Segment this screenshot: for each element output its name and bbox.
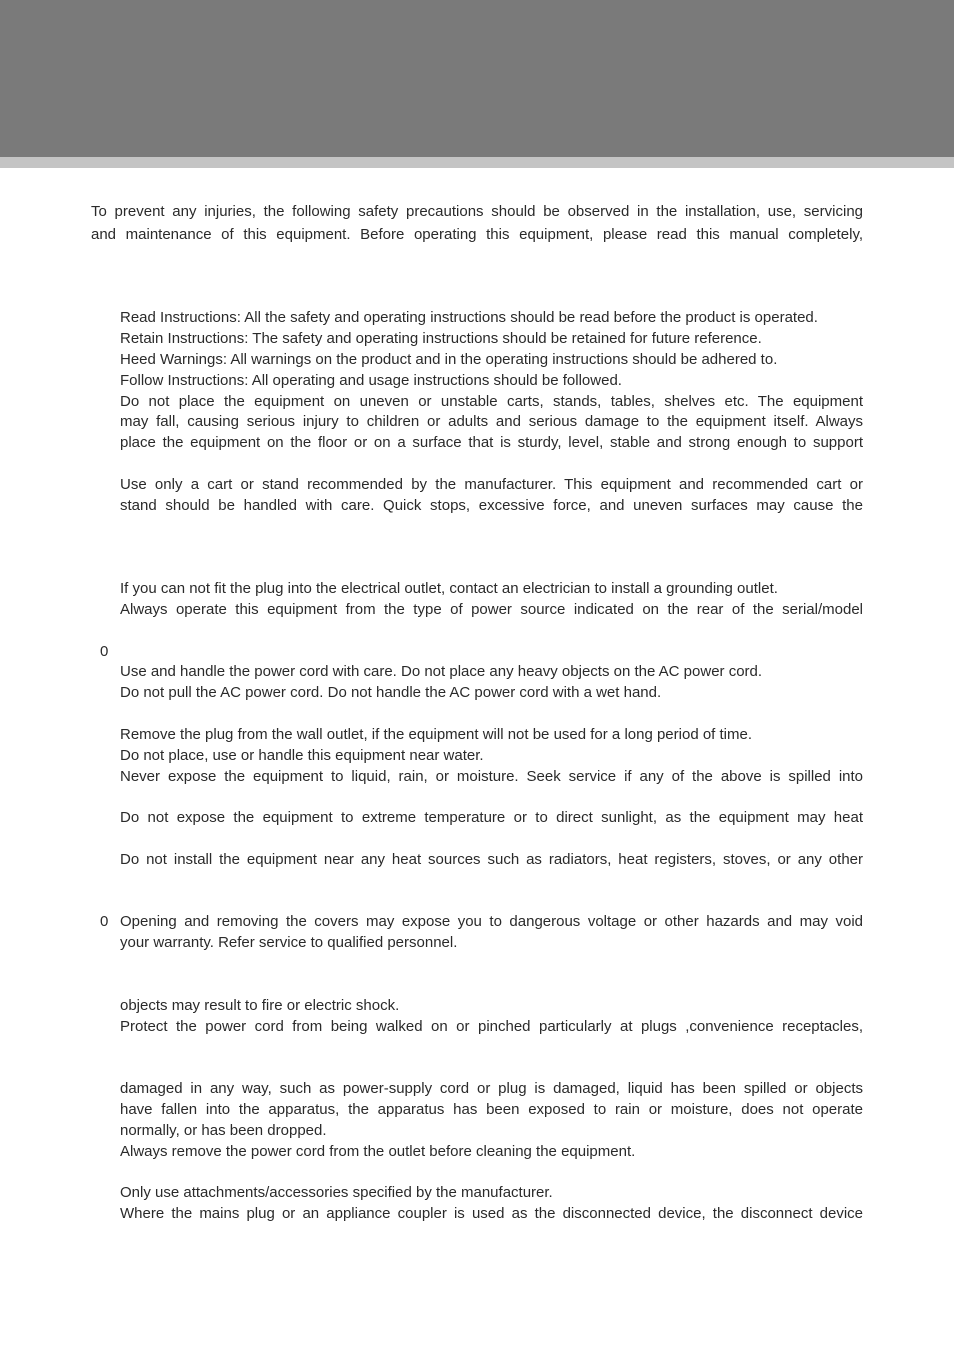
- instruction-line: Never expose the equipment to liquid, rain, or moisture. Seek service if any of the above is spilled into: [120, 768, 863, 785]
- item-number: 0: [100, 913, 109, 930]
- instruction-line: Remove the plug from the wall outlet, if the equipment will not be used for a long period of time.: [120, 726, 753, 743]
- instruction-line: damaged in any way, such as power-supply cord or plug is damaged, liquid has been spilled or objects: [120, 1080, 863, 1097]
- instruction-line: Use only a cart or stand recommended by the manufacturer. This equipment and recommended cart or: [120, 476, 863, 493]
- instruction-line: Do not pull the AC power cord. Do not handle the AC power cord with a wet hand.: [120, 684, 662, 701]
- instruction-line: If you can not fit the plug into the electrical outlet, contact an electrician to install a grounding outlet.: [120, 580, 778, 597]
- instruction-line: Always operate this equipment from the type of power source indicated on the rear of the serial/model: [120, 601, 863, 618]
- intro-line-2: and maintenance of this equipment. Before operating this equipment, please read this manual completely,: [91, 226, 863, 243]
- instruction-line: Opening and removing the covers may expose you to dangerous voltage or other hazards and may void: [120, 913, 863, 930]
- instruction-line: Do not expose the equipment to extreme temperature or to direct sunlight, as the equipment may heat: [120, 809, 863, 826]
- header-band: [0, 0, 954, 157]
- instruction-line: Do not place, use or handle this equipment near water.: [120, 747, 484, 764]
- instruction-line: objects may result to fire or electric shock.: [120, 997, 400, 1014]
- item-number: 0: [100, 643, 109, 660]
- instruction-line: Where the mains plug or an appliance coupler is used as the disconnected device, the disconnect device: [120, 1205, 863, 1222]
- instruction-line: may fall, causing serious injury to children or adults and serious damage to the equipment itself. Always: [120, 413, 863, 430]
- instruction-line: place the equipment on the floor or on a surface that is sturdy, level, stable and strong enough to support: [120, 434, 863, 451]
- instruction-line: Do not install the equipment near any heat sources such as radiators, heat registers, stoves, or any other: [120, 851, 863, 868]
- instruction-line: Read Instructions: All the safety and operating instructions should be read before the product is operated.: [120, 309, 818, 326]
- instruction-line: stand should be handled with care. Quick stops, excessive force, and uneven surfaces may cause the: [120, 497, 863, 514]
- instruction-line: have fallen into the apparatus, the apparatus has been exposed to rain or moisture, does not operate: [120, 1101, 863, 1118]
- instruction-line: Do not place the equipment on uneven or unstable carts, stands, tables, shelves etc. The equipment: [120, 393, 863, 410]
- instruction-line: Follow Instructions: All operating and usage instructions should be followed.: [120, 372, 622, 389]
- instruction-line: Protect the power cord from being walked on or pinched particularly at plugs ,convenience receptacles,: [120, 1018, 863, 1035]
- intro-line-1: To prevent any injuries, the following safety precautions should be observed in the installation, use, servicing: [91, 203, 863, 220]
- instruction-line: Retain Instructions: The safety and operating instructions should be retained for future reference.: [120, 330, 762, 347]
- header-stripe: [0, 157, 954, 168]
- instruction-line: Heed Warnings: All warnings on the product and in the operating instructions should be adhered to.: [120, 351, 778, 368]
- instruction-line: Only use attachments/accessories specified by the manufacturer.: [120, 1184, 553, 1201]
- instruction-line: Always remove the power cord from the outlet before cleaning the equipment.: [120, 1143, 636, 1160]
- instruction-line: Use and handle the power cord with care. Do not place any heavy objects on the AC power cord.: [120, 663, 763, 680]
- instruction-line: your warranty. Refer service to qualified personnel.: [120, 934, 458, 951]
- instruction-line: normally, or has been dropped.: [120, 1122, 327, 1139]
